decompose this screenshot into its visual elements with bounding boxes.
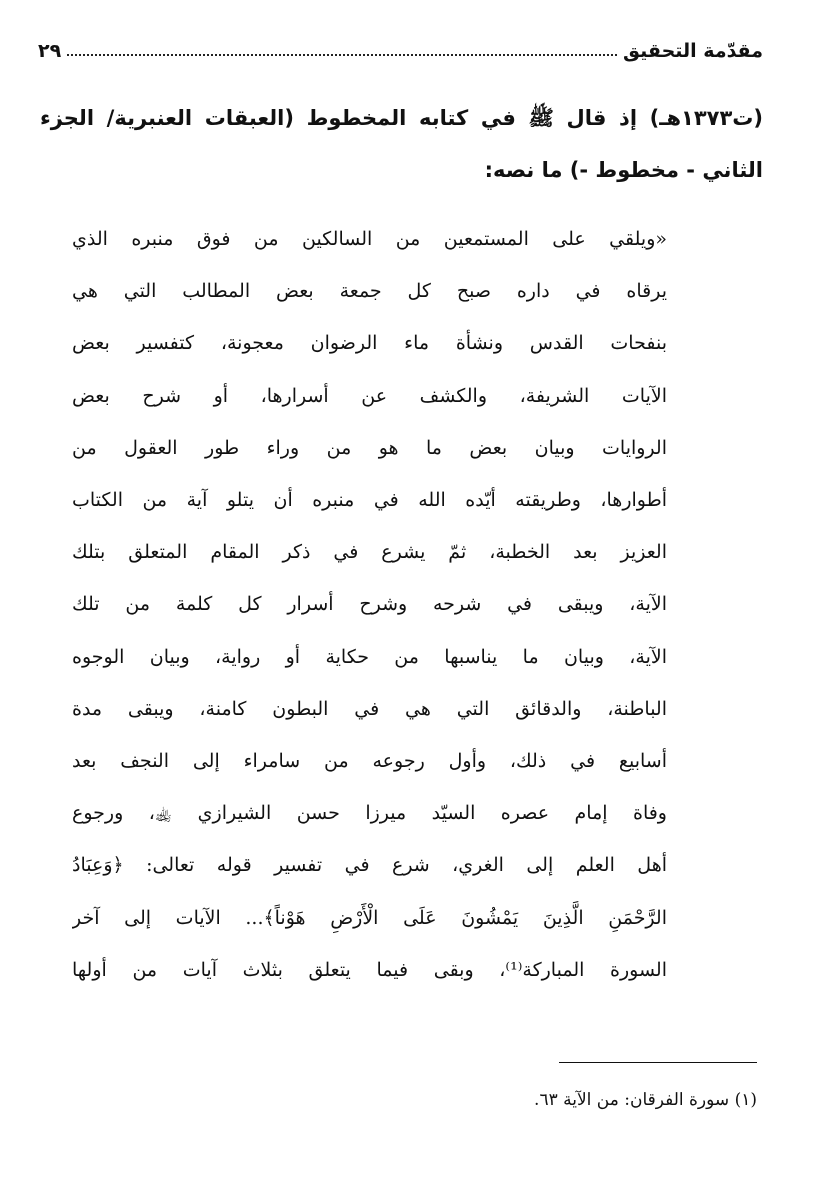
intro-paragraph: [40, 92, 763, 196]
quote-line: الآية، وبيان ما يناسبها من حكاية أو رواية، وبيان الوجوه: [72, 645, 667, 668]
quote-line: أسابيع في ذلك، وأول رجوعه من سامراء إلى النجف بعد: [72, 750, 667, 773]
header-title: مقدّمة التحقيق: [623, 40, 763, 62]
quoted-passage: [72, 213, 667, 996]
quote-line: يرقاه في داره صبح كل جمعة بعض المطالب التي هي: [72, 280, 667, 303]
quote-line: الرَّحْمَنِ الَّذِينَ يَمْشُونَ عَلَى الْأَرْضِ هَوْناً﴾... الآيات إلى آخر: [72, 906, 667, 929]
running-header: [38, 32, 763, 62]
quote-line: الآية، ويبقى في شرحه وشرح أسرار كل كلمة من تلك: [72, 593, 667, 616]
quote-line: أهل العلم إلى الغري، شرع في تفسير قوله تعالى: ﴿وَعِبَادُ: [72, 854, 667, 877]
intro-line: (ت١٣٧٣هـ) إذ قال ﷺ في كتابه المخطوط (العبقات العنبرية/ الجزء: [40, 106, 763, 130]
quote-line: الباطنة، والدقائق التي هي في البطون كامنة، ويبقى مدة: [72, 697, 667, 720]
quote-line: العزيز بعد الخطبة، ثمّ يشرع في ذكر المقام المتعلق بتلك: [72, 541, 667, 564]
intro-line: الثاني - مخطوط -) ما نصه:: [484, 158, 763, 182]
header-dot-leader: [67, 53, 617, 56]
quote-line: السورة المباركة⁽¹⁾، وبقى فيما يتعلق بثلاث آيات من أولها: [72, 958, 667, 981]
footnote: (١) سورة الفرقان: من الآية ٦٣.: [534, 1090, 757, 1110]
page-number: ٢٩: [38, 40, 62, 62]
quote-line: «ويلقي على المستمعين من السالكين من فوق منبره الذي: [72, 228, 667, 250]
quote-line: الروايات وبيان بعض ما هو من وراء طور العقول من: [72, 436, 667, 459]
quote-line: أطوارها، وطريقته أيّده الله في منبره أن يتلو آية من الكتاب: [72, 489, 667, 512]
quote-line: الآيات الشريفة، والكشف عن أسرارها، أو شرح بعض: [72, 384, 667, 407]
quote-line: وفاة إمام عصره السيّد ميرزا حسن الشيرازي ﵀، ورجوع: [72, 802, 667, 825]
quote-line: بنفحات القدس ونشأة ماء الرضوان معجونة، كتفسير بعض: [72, 332, 667, 355]
footnote-separator: [559, 1062, 757, 1063]
